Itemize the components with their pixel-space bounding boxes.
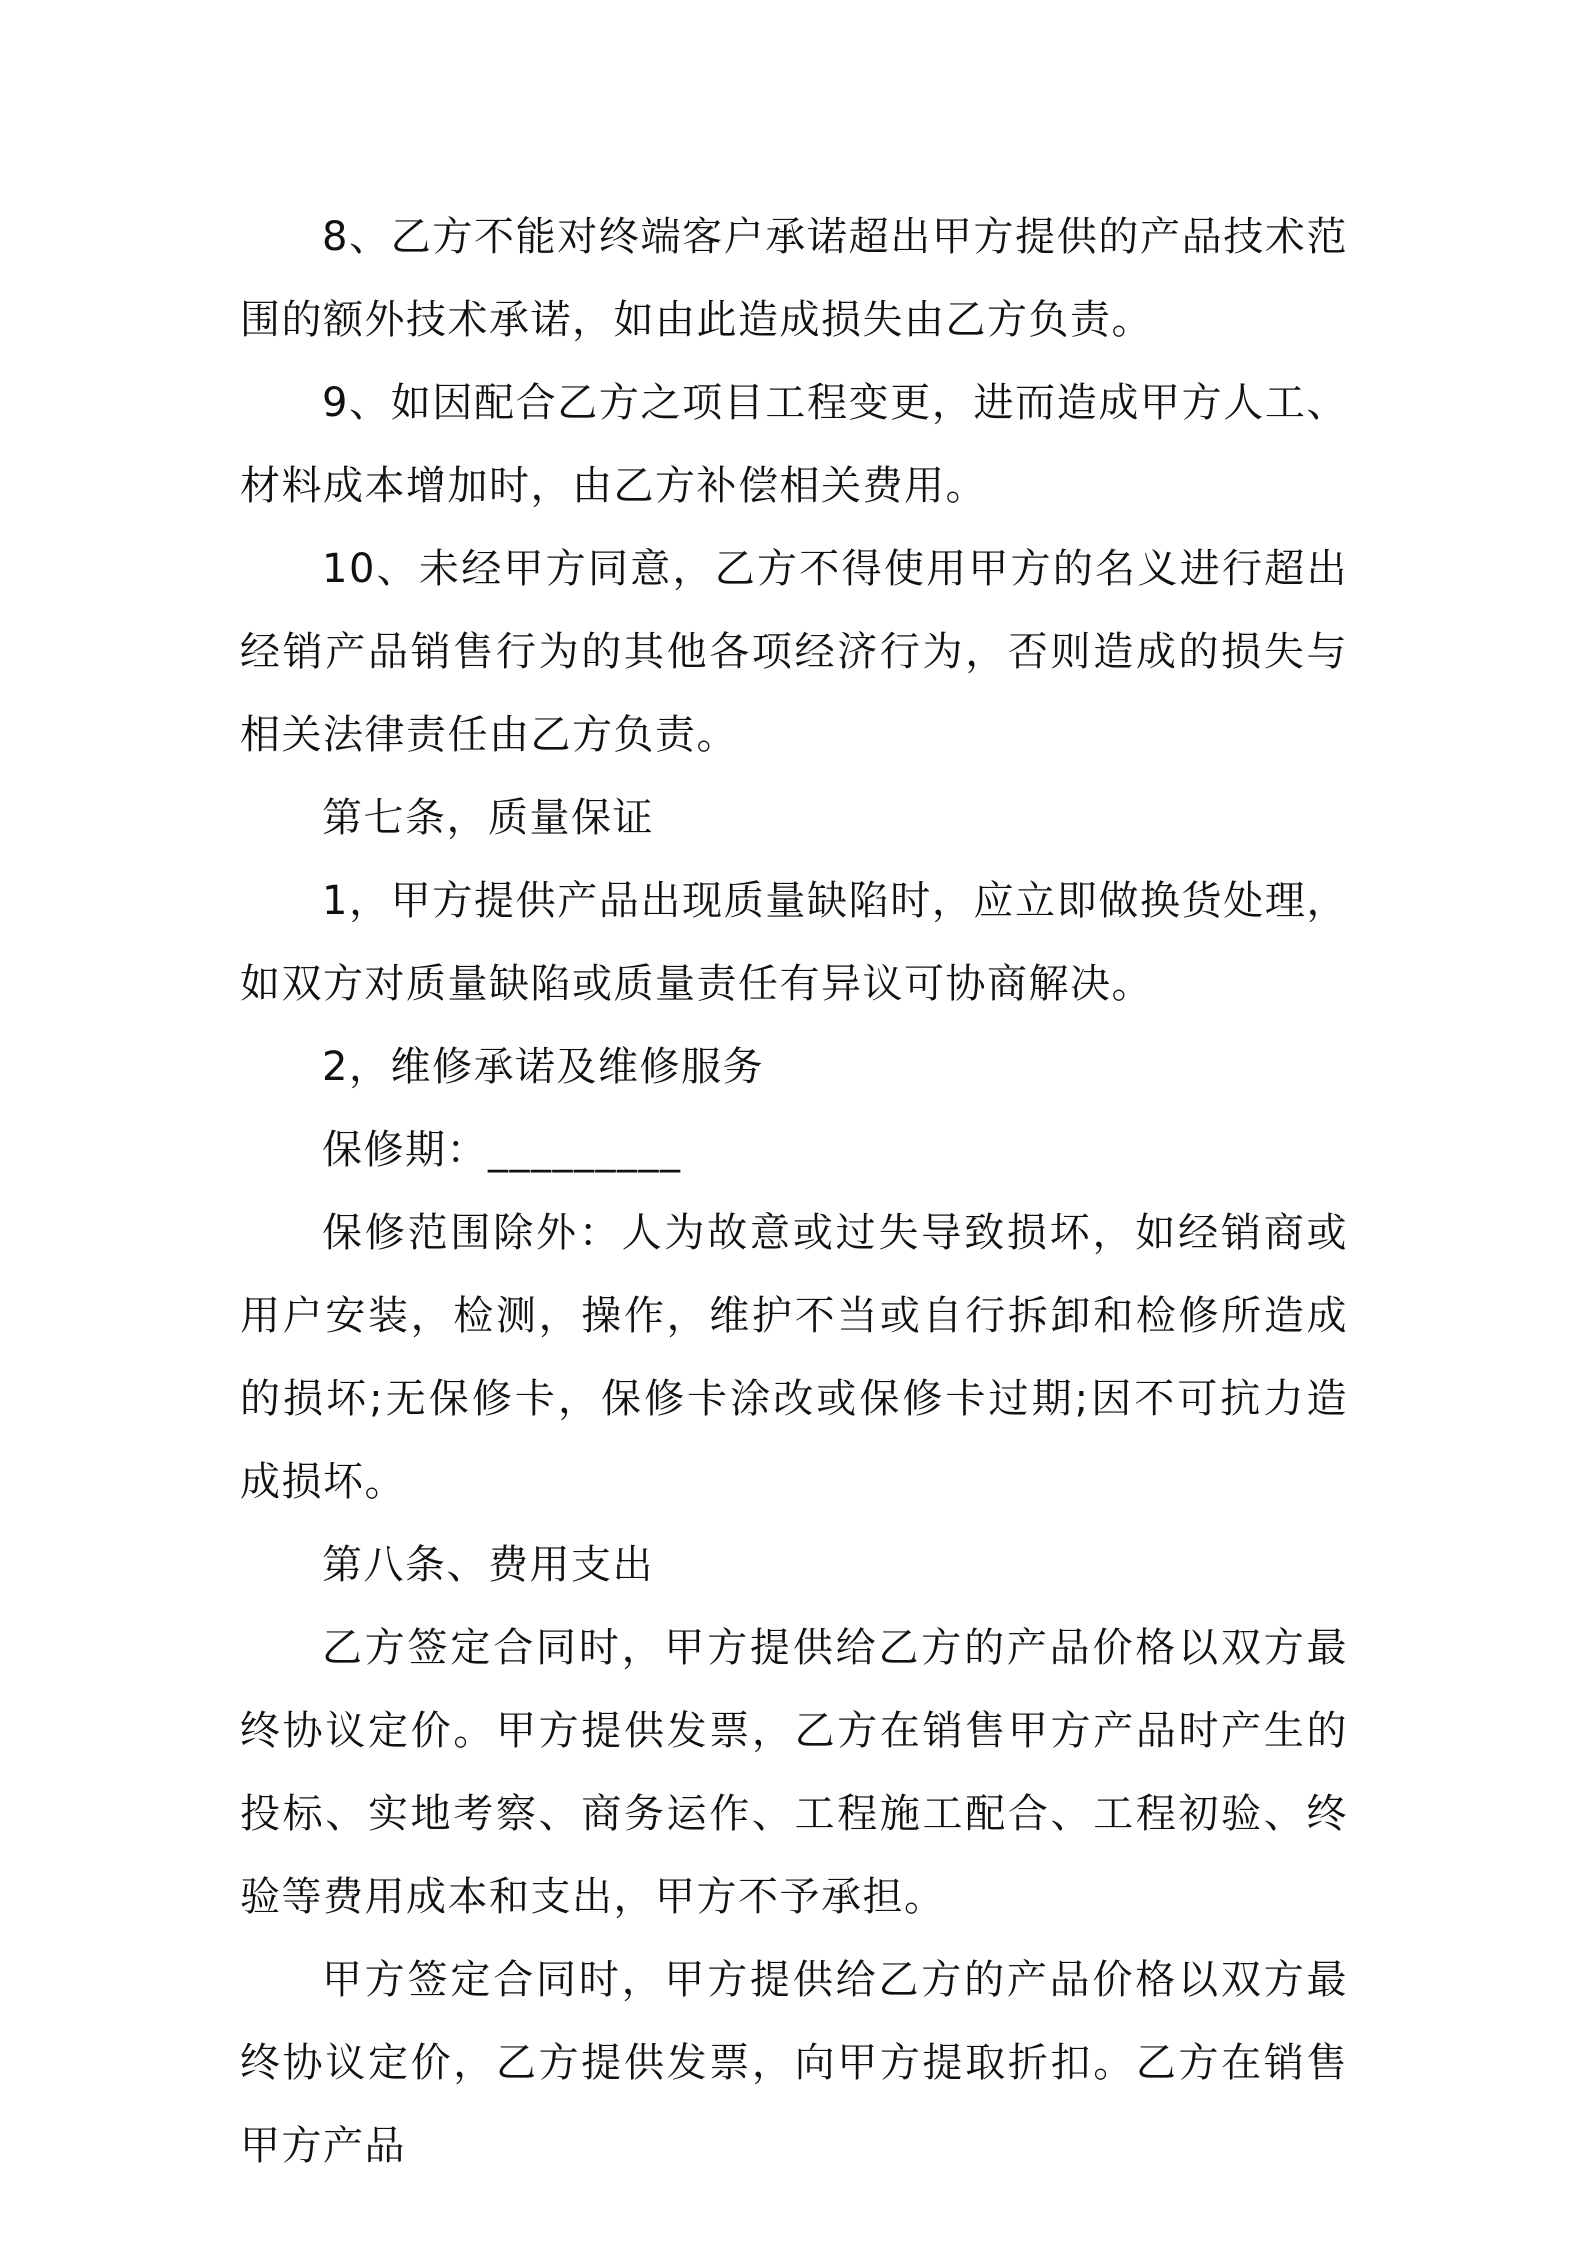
article-8-heading: 第八条、费用支出: [322, 1542, 654, 1588]
expense-paragraph-2: 甲方签定合同时，甲方提供给乙方的产品价格以双方最终协议定价，乙方提供发票，向甲方提取折扣。乙方在销售甲方产品: [240, 1957, 1348, 2169]
warranty-exclusions: 保修范围除外：人为故意或过失导致损坏，如经销商或用户安装，检测，操作，维护不当或自行拆卸和检修所造成的损坏;无保修卡，保修卡涂改或保修卡过期;因不可抗力造成损坏。: [240, 1210, 1348, 1505]
warranty-period-label: 保修期：: [322, 1127, 488, 1173]
expense-paragraph-1: 乙方签定合同时，甲方提供给乙方的产品价格以双方最终协议定价。甲方提供发票，乙方在销售甲方产品时产生的投标、实地考察、商务运作、工程施工配合、工程初验、终验等费用成本和支出，甲方不予承担。: [240, 1625, 1348, 1920]
quality-clause-1: 1，甲方提供产品出现质量缺陷时，应立即做换货处理，如双方对质量缺陷或质量责任有异议可协商解决。: [240, 878, 1348, 1007]
document-body: [240, 196, 1348, 2188]
quality-clause-2: 2，维修承诺及维修服务: [322, 1044, 764, 1090]
clause-8: 8、乙方不能对终端客户承诺超出甲方提供的产品技术范围的额外技术承诺，如由此造成损失由乙方负责。: [240, 214, 1348, 343]
clause-9: 9、如因配合乙方之项目工程变更，进而造成甲方人工、材料成本增加时，由乙方补偿相关费用。: [240, 380, 1348, 509]
article-7-heading: 第七条，质量保证: [322, 795, 654, 841]
clause-10: 10、未经甲方同意，乙方不得使用甲方的名义进行超出经销产品销售行为的其他各项经济行为，否则造成的损失与相关法律责任由乙方负责。: [240, 546, 1348, 758]
warranty-period-value: _________: [488, 1127, 682, 1173]
warranty-period-line: [240, 1109, 1348, 1192]
